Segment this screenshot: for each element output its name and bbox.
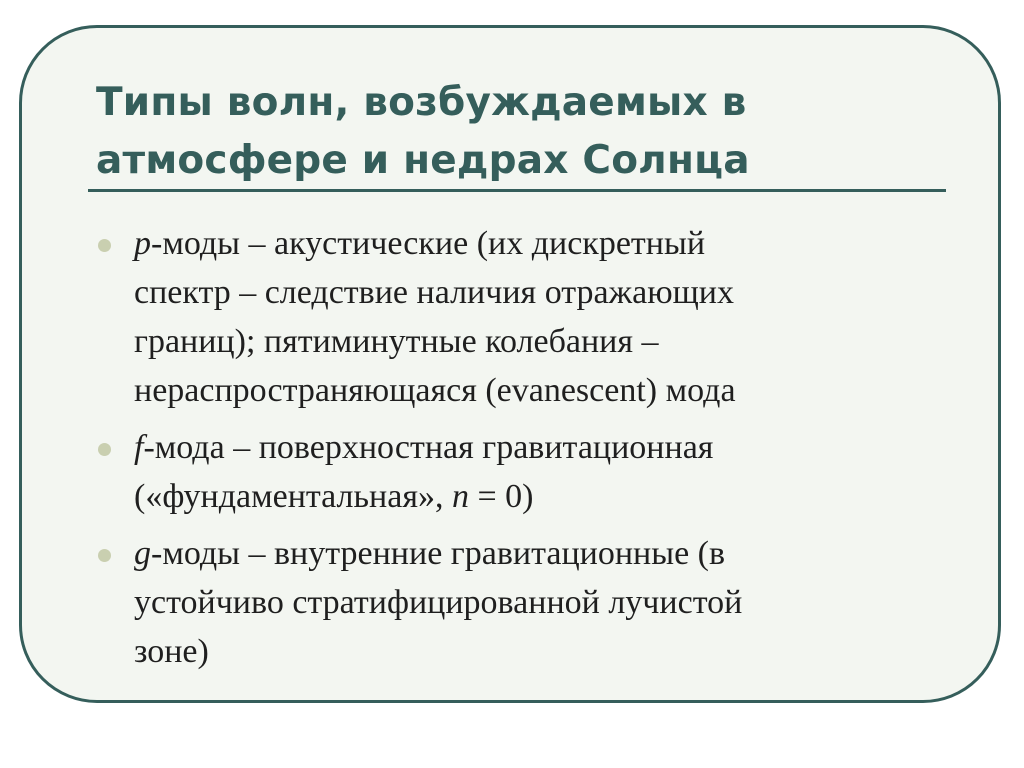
bullet-dot-icon (98, 239, 111, 252)
bullet-line (134, 529, 958, 578)
title-divider (88, 189, 946, 192)
bullet-dot-icon (98, 549, 111, 562)
slide-title-line-1: Типы волн, возбуждаемых в (96, 80, 747, 125)
bullet-item-g-modes (98, 529, 958, 676)
bullet-line: границ); пятиминутные колебания – (134, 323, 659, 360)
mode-symbol-p: p (134, 225, 151, 262)
bullet-line: спектр – следствие наличия отражающих (134, 274, 734, 311)
bullet-line (134, 423, 958, 472)
bullet-text: («фундаментальная», (134, 478, 452, 515)
bullet-dot-icon (98, 443, 111, 456)
mode-symbol-g: g (134, 535, 151, 572)
bullet-item-f-mode (98, 423, 958, 521)
bullet-line: нераспространяющаяся (evanescent) мода (134, 372, 736, 409)
slide-title-line-2: атмосфере и недрах Солнца (96, 138, 750, 183)
bullet-text: = 0) (468, 478, 534, 515)
bullet-line (134, 219, 958, 268)
bullet-text: -мода – поверхностная гравитационная (143, 429, 714, 466)
bullet-text: -моды – внутренние гравитационные (в (151, 535, 726, 572)
bullet-line: зоне) (134, 633, 209, 670)
slide-title (96, 74, 956, 190)
bullet-line (134, 472, 958, 521)
bullet-item-p-modes (98, 219, 958, 415)
bullet-line: устойчиво стратифицированной лучистой (134, 584, 743, 621)
radial-order-symbol: n (451, 478, 469, 515)
bullet-text: -моды – акустические (их дискретный (151, 225, 706, 262)
mode-symbol-f: f (134, 429, 144, 466)
bullet-list (98, 219, 958, 684)
